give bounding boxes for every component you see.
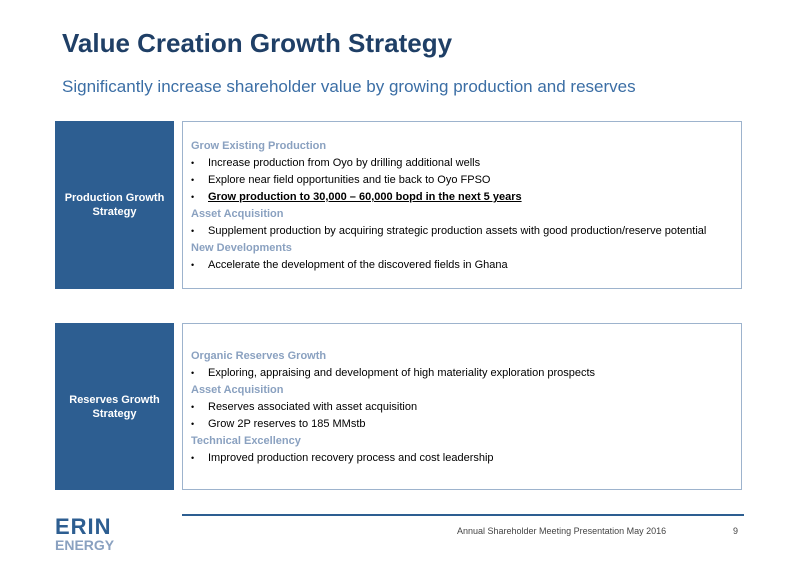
- list-item-text: Accelerate the development of the discovered fields in Ghana: [208, 259, 508, 271]
- list-item: [191, 223, 733, 240]
- bullet-icon: •: [191, 158, 195, 168]
- page-subtitle: Significantly increase shareholder value by growing production and reserves: [62, 77, 636, 96]
- section-heading: Grow Existing Production: [191, 140, 327, 152]
- logo-wordmark-bottom: ENERGY: [55, 537, 115, 553]
- list-item-text: Increase production from Oyo by drilling additional wells: [208, 157, 481, 169]
- production-strategy-label: [55, 121, 174, 289]
- list-item-text: Explore near field opportunities and tie back to Oyo FPSO: [208, 174, 491, 186]
- list-item: [191, 365, 733, 382]
- bullet-icon: •: [191, 226, 195, 236]
- list-item: [191, 172, 733, 189]
- bullet-icon: •: [191, 260, 195, 270]
- footer-divider: [182, 514, 744, 516]
- list-item-text: Exploring, appraising and development of high materiality exploration prospects: [208, 367, 596, 379]
- production-strategy-content: [182, 121, 742, 289]
- list-item: [191, 399, 733, 416]
- reserves-strategy-label-text: Reserves Growth Strategy: [69, 393, 160, 420]
- list-item-text: Reserves associated with asset acquisition: [208, 401, 418, 413]
- list-item: [191, 450, 733, 467]
- list-item: [191, 257, 733, 274]
- footer-caption: Annual Shareholder Meeting Presentation May 2016: [457, 526, 667, 536]
- list-item: [191, 189, 733, 206]
- list-item-text: Improved production recovery process and cost leadership: [208, 452, 494, 464]
- reserves-strategy-label: [55, 323, 174, 490]
- bullet-icon: •: [191, 419, 195, 429]
- bullet-icon: •: [191, 453, 195, 463]
- reserves-strategy-content: [182, 323, 742, 490]
- bullet-icon: •: [191, 192, 195, 202]
- logo-wordmark-top: ERIN: [55, 514, 112, 539]
- erin-energy-logo: [55, 514, 115, 553]
- bullet-icon: •: [191, 368, 195, 378]
- list-item: [191, 416, 733, 433]
- section-heading: New Developments: [191, 242, 292, 254]
- bullet-icon: •: [191, 402, 195, 412]
- list-item-text-emphasized: Grow production to 30,000 – 60,000 bopd in the next 5 years: [208, 191, 522, 203]
- section-heading: Asset Acquisition: [191, 208, 284, 220]
- list-item-text: Supplement production by acquiring strategic production assets with good production/reserve potential: [208, 225, 707, 237]
- section-heading: Technical Excellency: [191, 435, 301, 447]
- list-item-text: Grow 2P reserves to 185 MMstb: [208, 418, 366, 430]
- page-title: Value Creation Growth Strategy: [62, 28, 453, 58]
- section-heading: Organic Reserves Growth: [191, 350, 327, 362]
- list-item: [191, 155, 733, 172]
- page-number: 9: [733, 526, 739, 536]
- section-heading: Asset Acquisition: [191, 384, 284, 396]
- production-strategy-label-text: Production Growth Strategy: [64, 192, 165, 218]
- bullet-icon: •: [191, 175, 195, 185]
